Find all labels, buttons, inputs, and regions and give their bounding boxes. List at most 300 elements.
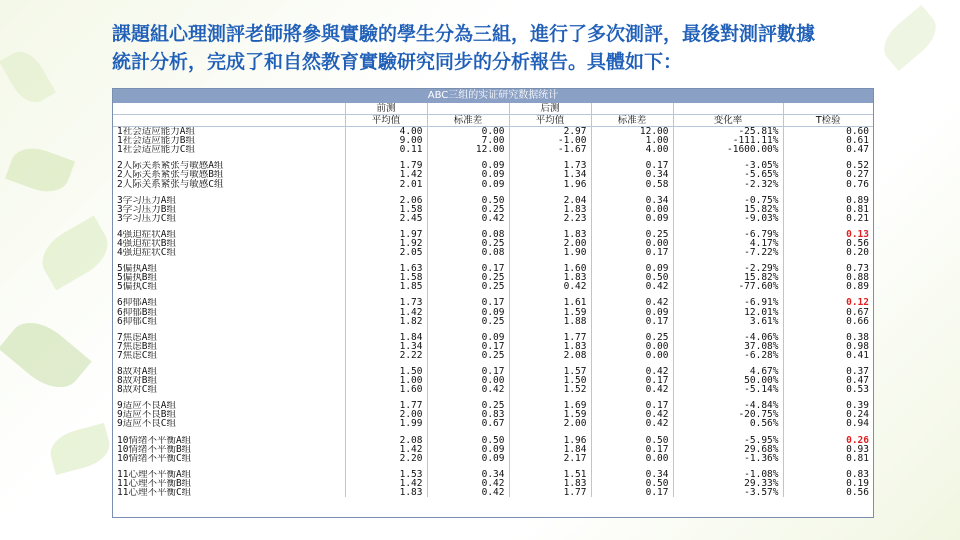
cell-value: 0.17 (591, 445, 673, 454)
spacer-cell (113, 326, 345, 333)
cell-value: -77.60% (673, 282, 783, 291)
cell-value: 后测 (509, 103, 591, 115)
spacer-cell (113, 154, 345, 161)
table-row (113, 264, 873, 273)
spacer-cell (673, 360, 783, 367)
spacer-cell (591, 257, 673, 264)
spacer-cell (509, 360, 591, 367)
table-row (113, 401, 873, 410)
cell-value: 1.51 (509, 470, 591, 479)
cell-value: 1.85 (345, 282, 427, 291)
spacer-cell (509, 394, 591, 401)
table-row (113, 145, 873, 154)
group-spacer (113, 257, 873, 264)
cell-value: 12.00 (427, 145, 509, 154)
cell-value: 0.00 (591, 342, 673, 351)
cell-value: 2.22 (345, 351, 427, 360)
spacer-cell (345, 189, 427, 196)
cell-value: 0.00 (591, 351, 673, 360)
table-row (113, 351, 873, 360)
spacer-cell (591, 394, 673, 401)
cell-value: 1.00 (591, 136, 673, 145)
row-label: 2人际关系紧张与敏感A组 (113, 161, 345, 170)
row-label: 9适应不良C组 (113, 419, 345, 428)
cell-value: 0.00 (427, 127, 509, 137)
cell-value: 0.39 (846, 401, 869, 411)
cell-value: -2.32% (673, 179, 783, 188)
decorative-leaf (33, 216, 117, 291)
cell-value: 0.17 (591, 317, 673, 326)
intro-paragraph: 課題組心理測評老師將參與實驗的學生分為三組，進行了多次測評，最後對測評數據統計分析，完成了和自然教育實驗研究同步的分析報告。具體如下： (112, 23, 816, 73)
cell-value: 1.50 (509, 376, 591, 385)
row-label: 8敌对A组 (113, 367, 345, 376)
cell-value: 0.08 (427, 248, 509, 257)
table-header-row (113, 103, 873, 115)
table-row (113, 454, 873, 463)
cell-value: 3.61% (673, 317, 783, 326)
cell-value: 1.57 (509, 367, 591, 376)
cell-value: 0.21 (846, 213, 869, 223)
spacer-cell (113, 291, 345, 298)
cell-value: 1.59 (509, 308, 591, 317)
row-label: 4强迫症状A组 (113, 230, 345, 239)
cell-value: 7.00 (427, 136, 509, 145)
spacer-cell (591, 463, 673, 470)
cell-value: 0.17 (591, 161, 673, 170)
spacer-cell (783, 291, 873, 298)
cell-value: -6.79% (673, 230, 783, 239)
cell-value: 0.13 (846, 229, 869, 239)
cell-value: 1.99 (345, 419, 427, 428)
cell-value: 1.77 (509, 333, 591, 342)
row-label: 8敌对C组 (113, 385, 345, 394)
table-row (113, 161, 873, 170)
row-label: 1社会适应能力A组 (113, 127, 345, 137)
cell-value: 0.52 (846, 161, 869, 171)
cell-value: 0.17 (591, 248, 673, 257)
group-spacer (113, 394, 873, 401)
table-row (113, 282, 873, 291)
table-row (113, 136, 873, 145)
spacer-cell (113, 223, 345, 230)
cell-value: 1.96 (509, 179, 591, 188)
cell-value: -4.06% (673, 333, 783, 342)
cell-value: 0.25 (591, 230, 673, 239)
cell-value: 9.00 (345, 136, 427, 145)
cell-value: 0.00 (591, 239, 673, 248)
cell-value: 0.17 (427, 367, 509, 376)
cell-value: 0.42 (591, 419, 673, 428)
cell-value: 0.09 (591, 308, 673, 317)
spacer-cell (427, 154, 509, 161)
cell-value: -1600.00% (673, 145, 783, 154)
cell-value: -6.28% (673, 351, 783, 360)
spacer-cell (783, 429, 873, 436)
spacer-cell (113, 189, 345, 196)
spacer-cell (113, 360, 345, 367)
cell-value: 0.42 (591, 410, 673, 419)
cell-value: 29.33% (673, 479, 783, 488)
cell-value: 1.88 (509, 317, 591, 326)
spacer-cell (673, 291, 783, 298)
cell-value: 1.79 (345, 161, 427, 170)
table-row (113, 179, 873, 188)
spacer-cell (427, 326, 509, 333)
cell-value: 1.42 (345, 308, 427, 317)
spacer-cell (427, 429, 509, 436)
cell-value: 0.41 (846, 350, 869, 360)
cell-value: 0.67 (427, 419, 509, 428)
cell-value (591, 103, 673, 115)
cell-value: 1.90 (509, 248, 591, 257)
row-label: 6抑郁A组 (113, 298, 345, 307)
cell-value: -3.57% (673, 488, 783, 497)
cell-value: 0.38 (846, 332, 869, 342)
cell-value: 1.58 (345, 273, 427, 282)
row-label: 5偏执B组 (113, 273, 345, 282)
cell-value: 0.25 (427, 205, 509, 214)
cell-value: 1.69 (509, 401, 591, 410)
spacer-cell (113, 257, 345, 264)
cell-value: 1.83 (345, 488, 427, 497)
cell-value: 1.58 (345, 205, 427, 214)
cell-value: 37.08% (673, 342, 783, 351)
cell-value: 0.26 (846, 435, 869, 445)
table-row (113, 273, 873, 282)
spacer-cell (783, 360, 873, 367)
cell-value: 1.59 (509, 410, 591, 419)
cell-value: 0.09 (591, 214, 673, 223)
cell-value: 0.17 (427, 342, 509, 351)
table-row (113, 367, 873, 376)
cell-value: 0.25 (427, 351, 509, 360)
cell-value: -3.05% (673, 161, 783, 170)
cell-value: 0.12 (846, 298, 869, 308)
group-spacer (113, 429, 873, 436)
cell-value: 1.42 (345, 479, 427, 488)
cell-value: 0.08 (427, 230, 509, 239)
cell-value: 0.25 (591, 333, 673, 342)
table-row (113, 376, 873, 385)
spacer-cell (509, 257, 591, 264)
cell-value: 1.83 (509, 479, 591, 488)
cell-value: 1.42 (345, 445, 427, 454)
cell-value: 4.67% (673, 367, 783, 376)
row-label: 2人际关系紧张与敏感B组 (113, 170, 345, 179)
cell-value: 标准差 (427, 115, 509, 127)
cell-value: 0.58 (591, 179, 673, 188)
cell-value: 1.92 (345, 239, 427, 248)
spacer-cell (427, 291, 509, 298)
table-row (113, 230, 873, 239)
spacer-cell (783, 326, 873, 333)
spacer-cell (345, 154, 427, 161)
row-label: 1社会适应能力C组 (113, 145, 345, 154)
cell-value: 1.97 (345, 230, 427, 239)
row-label: 4强迫症状C组 (113, 248, 345, 257)
spacer-cell (345, 326, 427, 333)
row-label: 3学习压力C组 (113, 214, 345, 223)
spacer-cell (783, 257, 873, 264)
cell-value: -1.08% (673, 470, 783, 479)
cell-value: 1.73 (345, 298, 427, 307)
table-row (113, 479, 873, 488)
spacer-cell (427, 360, 509, 367)
cell-value: 0.98 (846, 341, 869, 351)
spacer-cell (427, 189, 509, 196)
group-spacer (113, 223, 873, 230)
cell-value: 0.37 (846, 366, 869, 377)
spacer-cell (345, 223, 427, 230)
cell-value: 2.08 (345, 436, 427, 445)
cell-value: 2.17 (509, 454, 591, 463)
table-row (113, 248, 873, 257)
table-row (113, 410, 873, 419)
table-row (113, 205, 873, 214)
cell-value: 2.23 (509, 214, 591, 223)
cell-value: -4.84% (673, 401, 783, 410)
spacer-cell (427, 257, 509, 264)
cell-value: -1.36% (673, 454, 783, 463)
cell-value: 0.17 (591, 376, 673, 385)
statistics-table (112, 88, 874, 518)
cell-value: 2.20 (345, 454, 427, 463)
row-label: 11心理不平衡C组 (113, 488, 345, 497)
row-label: 11心理不平衡A组 (113, 470, 345, 479)
cell-value: 50.00% (673, 376, 783, 385)
cell-value: 0.89 (846, 282, 869, 292)
spacer-cell (509, 463, 591, 470)
table-row (113, 214, 873, 223)
table-row (113, 470, 873, 479)
spacer-cell (345, 291, 427, 298)
cell-value (673, 103, 783, 115)
cell-value: -7.22% (673, 248, 783, 257)
cell-value: 0.89 (846, 195, 869, 205)
cell-value: 4.00 (591, 145, 673, 154)
group-spacer (113, 189, 873, 196)
cell-value: 0.25 (427, 282, 509, 291)
cell-value: 12.00 (591, 127, 673, 137)
cell-value: 0.25 (427, 239, 509, 248)
row-label: 7焦虑A组 (113, 333, 345, 342)
spacer-cell (345, 257, 427, 264)
cell-value: 1.77 (345, 401, 427, 410)
cell-value: 0.76 (846, 179, 869, 189)
cell-value: 15.82% (673, 205, 783, 214)
cell-value: 0.00 (591, 205, 673, 214)
row-label: 9适应不良B组 (113, 410, 345, 419)
table-row (113, 419, 873, 428)
cell-value: 1.82 (345, 317, 427, 326)
cell-value: -5.65% (673, 170, 783, 179)
spacer-cell (591, 223, 673, 230)
cell-value: 2.05 (345, 248, 427, 257)
cell-value: 0.47 (846, 376, 869, 386)
table-row (113, 445, 873, 454)
cell-value: 0.42 (591, 298, 673, 307)
cell-value: 0.81 (846, 453, 869, 463)
cell-value: 0.34 (427, 470, 509, 479)
table-row (113, 342, 873, 351)
cell-value: 0.09 (427, 170, 509, 179)
cell-value (427, 103, 509, 115)
cell-value: -2.29% (673, 264, 783, 273)
spacer-cell (509, 429, 591, 436)
spacer-cell (591, 291, 673, 298)
cell-value: 0.42 (427, 488, 509, 497)
cell-value: 0.17 (427, 298, 509, 307)
cell-value: 12.01% (673, 308, 783, 317)
cell-value: 0.25 (427, 273, 509, 282)
cell-value: 0.11 (345, 145, 427, 154)
cell-value: 2.06 (345, 196, 427, 205)
spacer-cell (783, 463, 873, 470)
cell-value: 1.63 (345, 264, 427, 273)
spacer-cell (113, 463, 345, 470)
cell-value: 平均值 (509, 115, 591, 127)
spacer-cell (591, 326, 673, 333)
cell-value: 4.17% (673, 239, 783, 248)
table-row (113, 239, 873, 248)
table-row (113, 127, 873, 137)
cell-value: 0.83 (427, 410, 509, 419)
cell-value: -20.75% (673, 410, 783, 419)
cell-value: 0.50 (427, 436, 509, 445)
decorative-leaf (0, 45, 56, 110)
cell-value: -9.03% (673, 214, 783, 223)
cell-value: 1.52 (509, 385, 591, 394)
spacer-cell (783, 394, 873, 401)
cell-value: 0.56 (846, 238, 869, 249)
cell-value: 0.09 (427, 179, 509, 188)
spacer-cell (345, 429, 427, 436)
decorative-leaf (875, 5, 944, 71)
cell-value: 0.60 (846, 126, 869, 137)
group-spacer (113, 326, 873, 333)
cell-value: 0.50 (427, 196, 509, 205)
group-spacer (113, 360, 873, 367)
cell-value: 2.97 (509, 127, 591, 137)
cell-value: T检验 (783, 115, 873, 127)
table-row (113, 333, 873, 342)
cell-value: 0.50 (591, 479, 673, 488)
row-label: 9适应不良A组 (113, 401, 345, 410)
spacer-cell (591, 360, 673, 367)
cell-value: 1.60 (509, 264, 591, 273)
cell-value: 0.47 (846, 145, 869, 155)
cell-value: 0.50 (591, 273, 673, 282)
row-label: 1社会适应能力B组 (113, 136, 345, 145)
spacer-cell (345, 463, 427, 470)
cell-value: 1.96 (509, 436, 591, 445)
data-table (113, 103, 873, 497)
cell-value: 2.00 (509, 239, 591, 248)
cell-value: 0.25 (427, 401, 509, 410)
cell-value: 1.83 (509, 342, 591, 351)
spacer-cell (783, 189, 873, 196)
cell-value: 1.53 (345, 470, 427, 479)
spacer-cell (673, 326, 783, 333)
table-row (113, 298, 873, 307)
cell-value: 1.61 (509, 298, 591, 307)
decorative-leaf (46, 423, 114, 475)
cell-value: 0.34 (591, 470, 673, 479)
group-spacer (113, 291, 873, 298)
table-row (113, 196, 873, 205)
spacer-cell (427, 223, 509, 230)
cell-value: 1.34 (509, 170, 591, 179)
cell-value: 0.19 (846, 478, 869, 488)
row-label (113, 115, 345, 127)
row-label: 7焦虑C组 (113, 351, 345, 360)
cell-value: 0.42 (509, 282, 591, 291)
row-label: 8敌对B组 (113, 376, 345, 385)
spacer-cell (113, 394, 345, 401)
cell-value: 1.83 (509, 230, 591, 239)
row-label: 6抑郁B组 (113, 308, 345, 317)
table-header-row (113, 115, 873, 127)
row-label: 3学习压力B组 (113, 205, 345, 214)
cell-value: 2.01 (345, 179, 427, 188)
cell-value: 1.83 (509, 273, 591, 282)
cell-value: 0.83 (846, 469, 869, 479)
table-row (113, 436, 873, 445)
decorative-leaf (0, 310, 92, 400)
table-row (113, 170, 873, 179)
cell-value: 0.42 (427, 214, 509, 223)
cell-value (783, 103, 873, 115)
cell-value: 0.24 (846, 410, 869, 420)
cell-value: 0.25 (427, 317, 509, 326)
table-row (113, 385, 873, 394)
spacer-cell (345, 394, 427, 401)
row-label: 4强迫症状B组 (113, 239, 345, 248)
spacer-cell (509, 223, 591, 230)
cell-value: 0.27 (846, 170, 869, 180)
cell-value: 0.34 (591, 170, 673, 179)
cell-value: 1.60 (345, 385, 427, 394)
cell-value: 1.77 (509, 488, 591, 497)
row-label: 7焦虑B组 (113, 342, 345, 351)
cell-value: -1.00 (509, 136, 591, 145)
row-label: 5偏执C组 (113, 282, 345, 291)
cell-value: 0.20 (846, 248, 869, 258)
cell-value: 1.84 (509, 445, 591, 454)
spacer-cell (591, 429, 673, 436)
cell-value: 0.56% (673, 419, 783, 428)
table-title: ABC三组的实证研究数据统计 (113, 89, 873, 103)
table-row (113, 488, 873, 497)
cell-value: 0.73 (846, 264, 869, 274)
cell-value: 0.42 (591, 367, 673, 376)
cell-value: 0.17 (591, 488, 673, 497)
row-label: 5偏执A组 (113, 264, 345, 273)
cell-value: -6.91% (673, 298, 783, 307)
cell-value: 2.04 (509, 196, 591, 205)
cell-value: 0.42 (591, 385, 673, 394)
spacer-cell (673, 223, 783, 230)
cell-value: 1.84 (345, 333, 427, 342)
table-row (113, 317, 873, 326)
spacer-cell (113, 429, 345, 436)
cell-value: 2.45 (345, 214, 427, 223)
cell-value: 0.09 (427, 161, 509, 170)
row-label: 2人际关系紧张与敏感C组 (113, 179, 345, 188)
spacer-cell (673, 463, 783, 470)
cell-value: 0.42 (591, 282, 673, 291)
cell-value: 0.42 (427, 385, 509, 394)
